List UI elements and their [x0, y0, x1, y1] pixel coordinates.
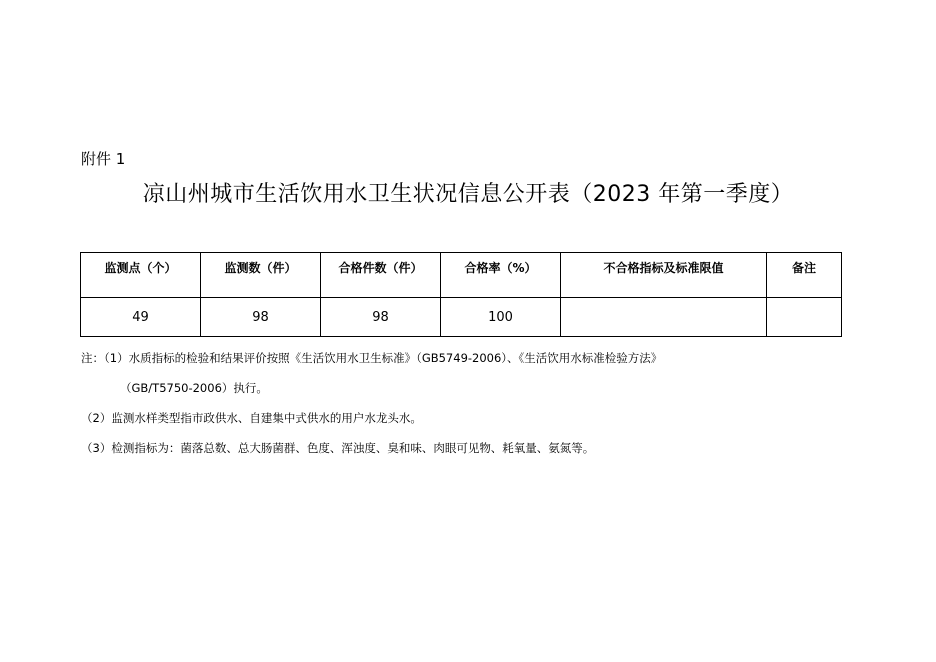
cell-qualified-count: 98 [321, 298, 441, 337]
note-2: （2）监测水样类型指市政供水、自建集中式供水的用户水龙头水。 [81, 411, 422, 425]
cell-unqualified-indicators [561, 298, 767, 337]
attachment-label: 附件 1 [81, 150, 126, 168]
header-monitoring-count: 监测数（件） [201, 253, 321, 298]
water-quality-table [80, 252, 842, 337]
header-unqualified-indicators: 不合格指标及标准限值 [561, 253, 767, 298]
header-qualified-rate: 合格率（%） [441, 253, 561, 298]
header-monitoring-points: 监测点（个） [81, 253, 201, 298]
cell-monitoring-count: 98 [201, 298, 321, 337]
note-3: （3）检测指标为：菌落总数、总大肠菌群、色度、浑浊度、臭和味、肉眼可见物、耗氧量、氨氮等。 [81, 441, 595, 455]
header-remarks: 备注 [767, 253, 842, 298]
table-row [81, 298, 842, 337]
cell-monitoring-points: 49 [81, 298, 201, 337]
document-title: 凉山州城市生活饮用水卫生状况信息公开表（2023 年第一季度） [142, 182, 794, 207]
note-1: 注：（1）水质指标的检验和结果评价按照《生活饮用水卫生标准》（GB5749-2006）、《生活饮用水标准检验方法》 [81, 351, 663, 365]
cell-remarks [767, 298, 842, 337]
cell-qualified-rate: 100 [441, 298, 561, 337]
header-qualified-count: 合格件数（件） [321, 253, 441, 298]
note-1-continuation: （GB/T5750-2006）执行。 [120, 381, 268, 395]
table-header-row [81, 253, 842, 298]
